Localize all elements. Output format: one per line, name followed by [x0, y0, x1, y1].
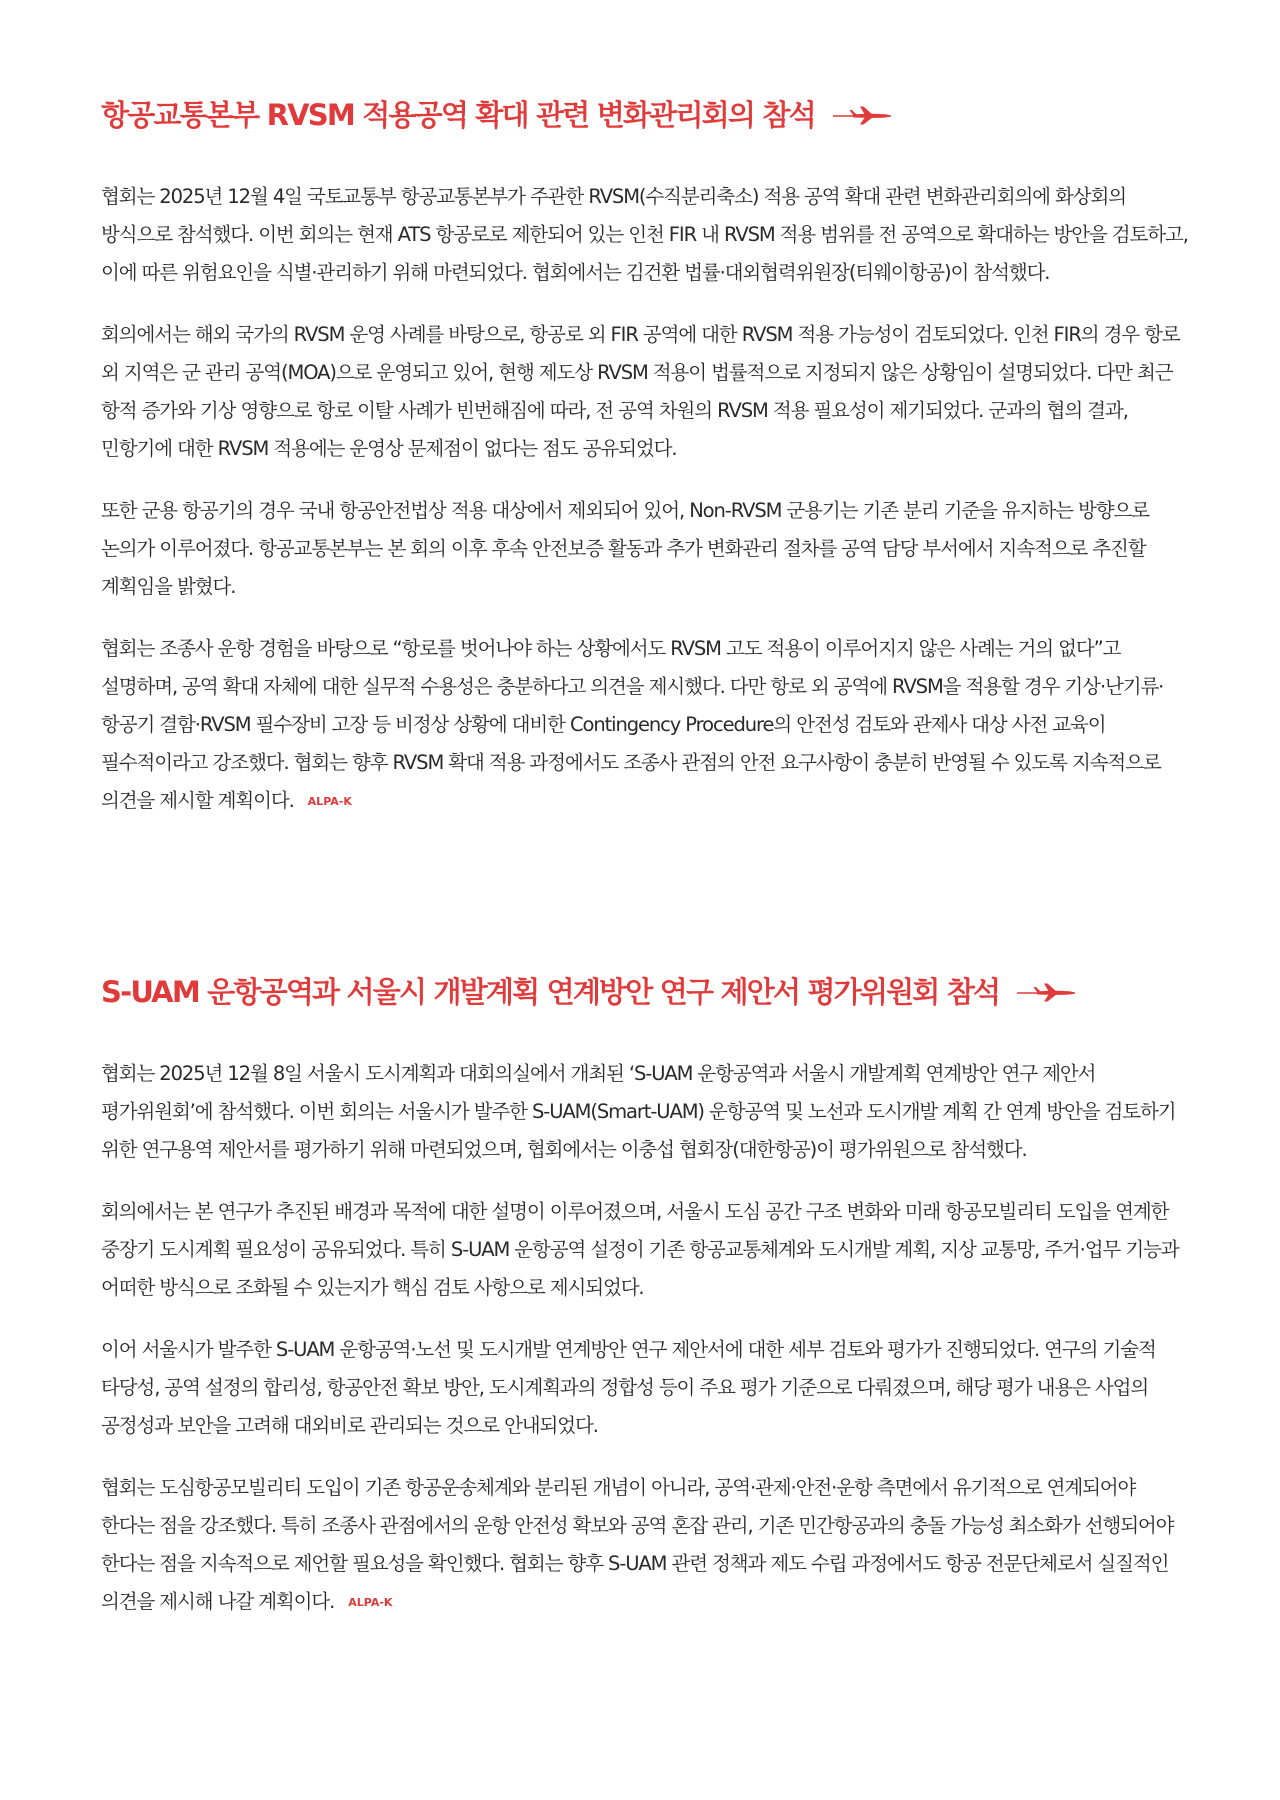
airplane-icon: [1015, 981, 1077, 1003]
article-paragraph: 회의에서는 해외 국가의 RVSM 운영 사례를 바탕으로, 항공로 외 FIR 공역에 대한 RVSM 적용 가능성이 검토되었다. 인천 FIR의 경우 항로 외 지역은 군 관리 공역(MOA)으로 운영되고 있어, 현행 제도상 RVSM 적용이 법률적으로 지정되지 않은 상황임이 설명되었다. 다만 최근 항적 증가와 기상 영향으로 항로 이탈 사례가 빈번해짐에 따라, 전 공역 차원의 RVSM 적용 필요성이 제기되었다. 군과의 협의 결과, 민항기에 대한 RVSM 적용에는 운영상 문제점이 없다는 점도 공유되었다.: [101, 323, 1180, 460]
airplane-icon: [831, 104, 893, 126]
article-paragraph-last: [101, 630, 1191, 821]
article-paragraph-text: 협회는 조종사 운항 경험을 바탕으로 “항로를 벗어나야 하는 상황에서도 RVSM 고도 적용이 이루어지지 않은 사례는 거의 없다”고 설명하며, 공역 확대 자체에 대한 실무적 수용성은 충분하다고 의견을 제시했다. 다만 항로 외 공역에 RVSM을 적용할 경우 기상·난기류·항공기 결함·RVSM 필수장비 고장 등 비정상 상황에 대비한 Contingency Procedure의 안전성 검토와 관제사 대상 사전 교육이 필수적이라고 강조했다. 협회는 향후 RVSM 확대 적용 과정에서도 조종사 관점의 안전 요구사항이 충분히 반영될 수 있도록 지속적으로 의견을 제시할 계획이다.: [101, 637, 1164, 812]
article-rvsm: [101, 92, 1191, 821]
article-headline: [101, 969, 1191, 1015]
article-paragraph: 회의에서는 본 연구가 추진된 배경과 목적에 대한 설명이 이루어졌으며, 서울시 도심 공간 구조 변화와 미래 항공모빌리티 도입을 연계한 중장기 도시계획 필요성이 공유되었다. 특히 S-UAM 운항공역 설정이 기존 항공교통체계와 도시개발 계획, 지상 교통망, 주거·업무 기능과 어떠한 방식으로 조화될 수 있는지가 핵심 검토 사항으로 제시되었다.: [101, 1200, 1179, 1299]
article-paragraph: 협회는 2025년 12월 4일 국토교통부 항공교통본부가 주관한 RVSM(수직분리축소) 적용 공역 확대 관련 변화관리회의에 화상회의 방식으로 참석했다. 이번 회의는 현재 ATS 항공로로 제한되어 있는 인천 FIR 내 RVSM 적용 범위를 전 공역으로 확대하는 방안을 검토하고, 이에 따른 위험요인을 식별·관리하기 위해 마련되었다. 협회에서는 김건환 법률·대외협력위원장(티웨이항공)이 참석했다.: [101, 185, 1188, 284]
article-paragraph: 이어 서울시가 발주한 S-UAM 운항공역·노선 및 도시개발 연계방안 연구 제안서에 대한 세부 검토와 평가가 진행되었다. 연구의 기술적 타당성, 공역 설정의 합리성, 항공안전 확보 방안, 도시계획과의 정합성 등이 주요 평가 기준으로 다뤄졌으며, 해당 평가 내용은 사업의 공정성과 보안을 고려해 대외비로 관리되는 것으로 안내되었다.: [101, 1338, 1156, 1437]
article-title: S-UAM 운항공역과 서울시 개발계획 연계방안 연구 제안서 평가위원회 참석: [101, 975, 1000, 1009]
article-suam: [101, 969, 1191, 1622]
alpa-k-signature: ALPA-K: [348, 1596, 393, 1609]
article-paragraph: 또한 군용 항공기의 경우 국내 항공안전법상 적용 대상에서 제외되어 있어, Non-RVSM 군용기는 기존 분리 기준을 유지하는 방향으로 논의가 이루어졌다. 항공교통본부는 본 회의 이후 후속 안전보증 활동과 추가 변화관리 절차를 공역 담당 부서에서 지속적으로 추진할 계획임을 밝혔다.: [101, 499, 1149, 598]
article-headline: [101, 92, 1191, 138]
article-paragraph: 협회는 2025년 12월 8일 서울시 도시계획과 대회의실에서 개최된 ‘S-UAM 운항공역과 서울시 개발계획 연계방안 연구 제안서 평가위원회’에 참석했다. 이번 회의는 서울시가 발주한 S-UAM(Smart-UAM) 운항공역 및 노선과 도시개발 계획 간 연계 방안을 검토하기 위한 연구용역 제안서를 평가하기 위해 마련되었으며, 협회에서는 이충섭 협회장(대한항공)이 평가위원으로 참석했다.: [101, 1062, 1176, 1161]
article-title: 항공교통본부 RVSM 적용공역 확대 관련 변화관리회의 참석: [101, 98, 815, 132]
article-paragraph-text: 협회는 도심항공모빌리티 도입이 기존 항공운송체계와 분리된 개념이 아니라, 공역·관제·안전·운항 측면에서 유기적으로 연계되어야 한다는 점을 강조했다. 특히 조종사 관점에서의 운항 안전성 확보와 공역 혼잡 관리, 기존 민간항공과의 충돌 가능성 최소화가 선행되어야 한다는 점을 지속적으로 제언할 필요성을 확인했다. 협회는 향후 S-UAM 관련 정책과 제도 수립 과정에서도 항공 전문단체로서 실질적인 의견을 제시해 나갈 계획이다.: [101, 1476, 1174, 1613]
alpa-k-signature: ALPA-K: [307, 795, 352, 808]
article-paragraph-last: [101, 1469, 1191, 1622]
